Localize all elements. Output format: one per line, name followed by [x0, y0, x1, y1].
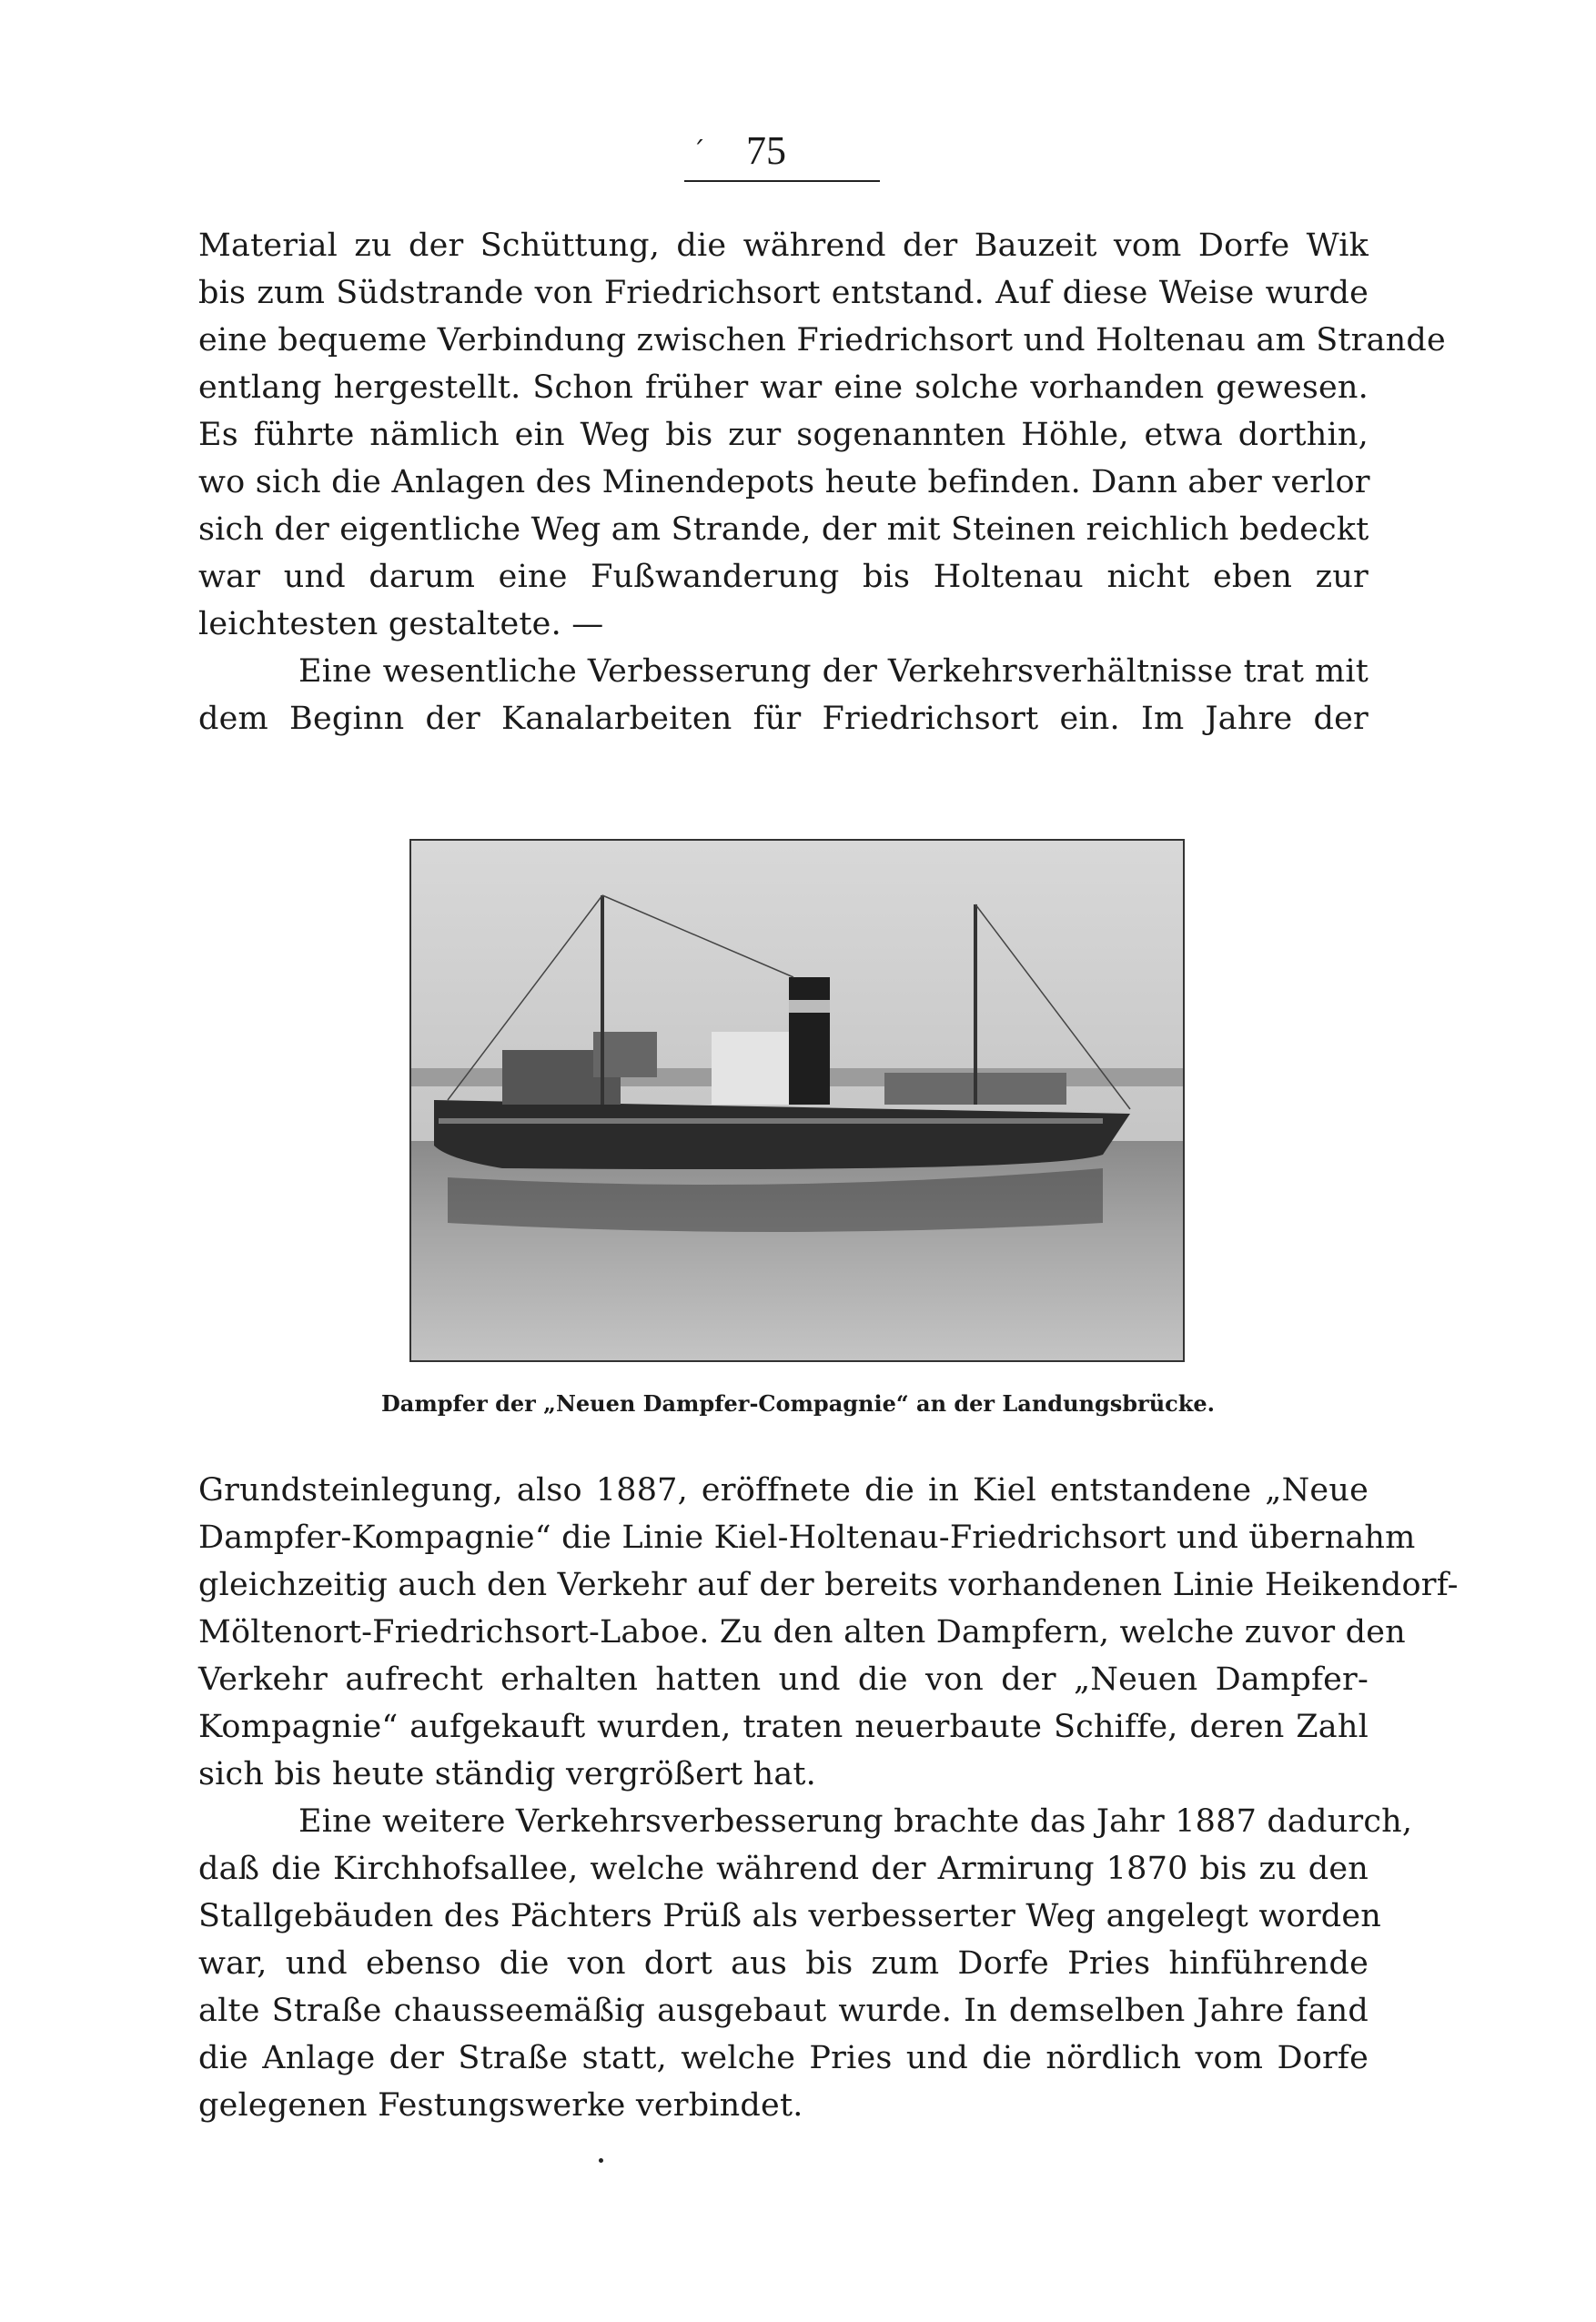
- text-line: war, und ebenso die von dort aus bis zum Dorfe Pries hinführende: [198, 1945, 1369, 1982]
- text-line: Material zu der Schüttung, die während der Bauzeit vom Dorfe Wik: [198, 227, 1369, 264]
- text-line: leichtesten gestaltete. —: [198, 606, 604, 642]
- text-line: Dampfer-Kompagnie“ die Linie Kiel-Holtenau-Friedrichsort und übernahm: [198, 1519, 1416, 1556]
- text-line: Eine weitere Verkehrsverbesserung brachte das Jahr 1887 dadurch,: [298, 1803, 1413, 1840]
- text-line: Verkehr aufrecht erhalten hatten und die von der „Neuen Dampfer-: [198, 1661, 1369, 1698]
- text-line: Es führte nämlich ein Weg bis zur sogenannten Höhle, etwa dorthin,: [198, 417, 1369, 453]
- text-line: dem Beginn der Kanalarbeiten für Friedrichsort ein. Im Jahre der: [198, 701, 1369, 737]
- page-number: 75: [746, 128, 786, 173]
- text-line: die Anlage der Straße statt, welche Pries und die nördlich vom Dorfe: [198, 2040, 1369, 2076]
- text-line: war und darum eine Fußwanderung bis Holtenau nicht eben zur: [198, 559, 1369, 595]
- text-line: alte Straße chausseemäßig ausgebaut wurde. In demselben Jahre fand: [198, 1993, 1369, 2029]
- text-line: gleichzeitig auch den Verkehr auf der bereits vorhandenen Linie Heikendorf-: [198, 1567, 1459, 1603]
- text-line: sich der eigentliche Weg am Strande, der mit Steinen reichlich bedeckt: [198, 511, 1369, 548]
- text-line: eine bequeme Verbindung zwischen Friedrichsort und Holtenau am Strande: [198, 322, 1446, 358]
- text-line: Grundsteinlegung, also 1887, eröffnete die in Kiel entstandene „Neue: [198, 1472, 1369, 1509]
- header-rule: [684, 180, 880, 182]
- text-line: bis zum Südstrande von Friedrichsort entstand. Auf diese Weise wurde: [198, 275, 1369, 311]
- figure-caption: Dampfer der „Neuen Dampfer-Compagnie“ an der Landungsbrücke.: [380, 1390, 1216, 1417]
- text-line: gelegenen Festungswerke verbindet.: [198, 2087, 803, 2124]
- text-line: Eine wesentliche Verbesserung der Verkehrsverhältnisse trat mit: [298, 653, 1369, 690]
- text-line: Kompagnie“ aufgekauft wurden, traten neuerbaute Schiffe, deren Zahl: [198, 1709, 1369, 1745]
- text-line: Möltenort-Friedrichsort-Laboe. Zu den alten Dampfern, welche zuvor den: [198, 1614, 1406, 1651]
- steamship-photo: [409, 839, 1185, 1362]
- text-line: daß die Kirchhofsallee, welche während der Armirung 1870 bis zu den: [198, 1851, 1369, 1887]
- steamship-illustration: [411, 841, 1183, 1360]
- text-line: sich bis heute ständig vergrößert hat.: [198, 1756, 817, 1792]
- paragraph-3: [198, 1467, 1459, 2129]
- page-mark: ´: [692, 136, 705, 168]
- text-line: entlang hergestellt. Schon früher war eine solche vorhanden gewesen.: [198, 369, 1369, 406]
- paragraph-1: [198, 222, 1446, 742]
- text-line: Stallgebäuden des Pächters Prüß als verbesserter Weg angelegt worden: [198, 1898, 1382, 1934]
- text-line: wo sich die Anlagen des Minendepots heute befinden. Dann aber verlor: [198, 464, 1370, 500]
- printer-dot: [599, 2158, 603, 2163]
